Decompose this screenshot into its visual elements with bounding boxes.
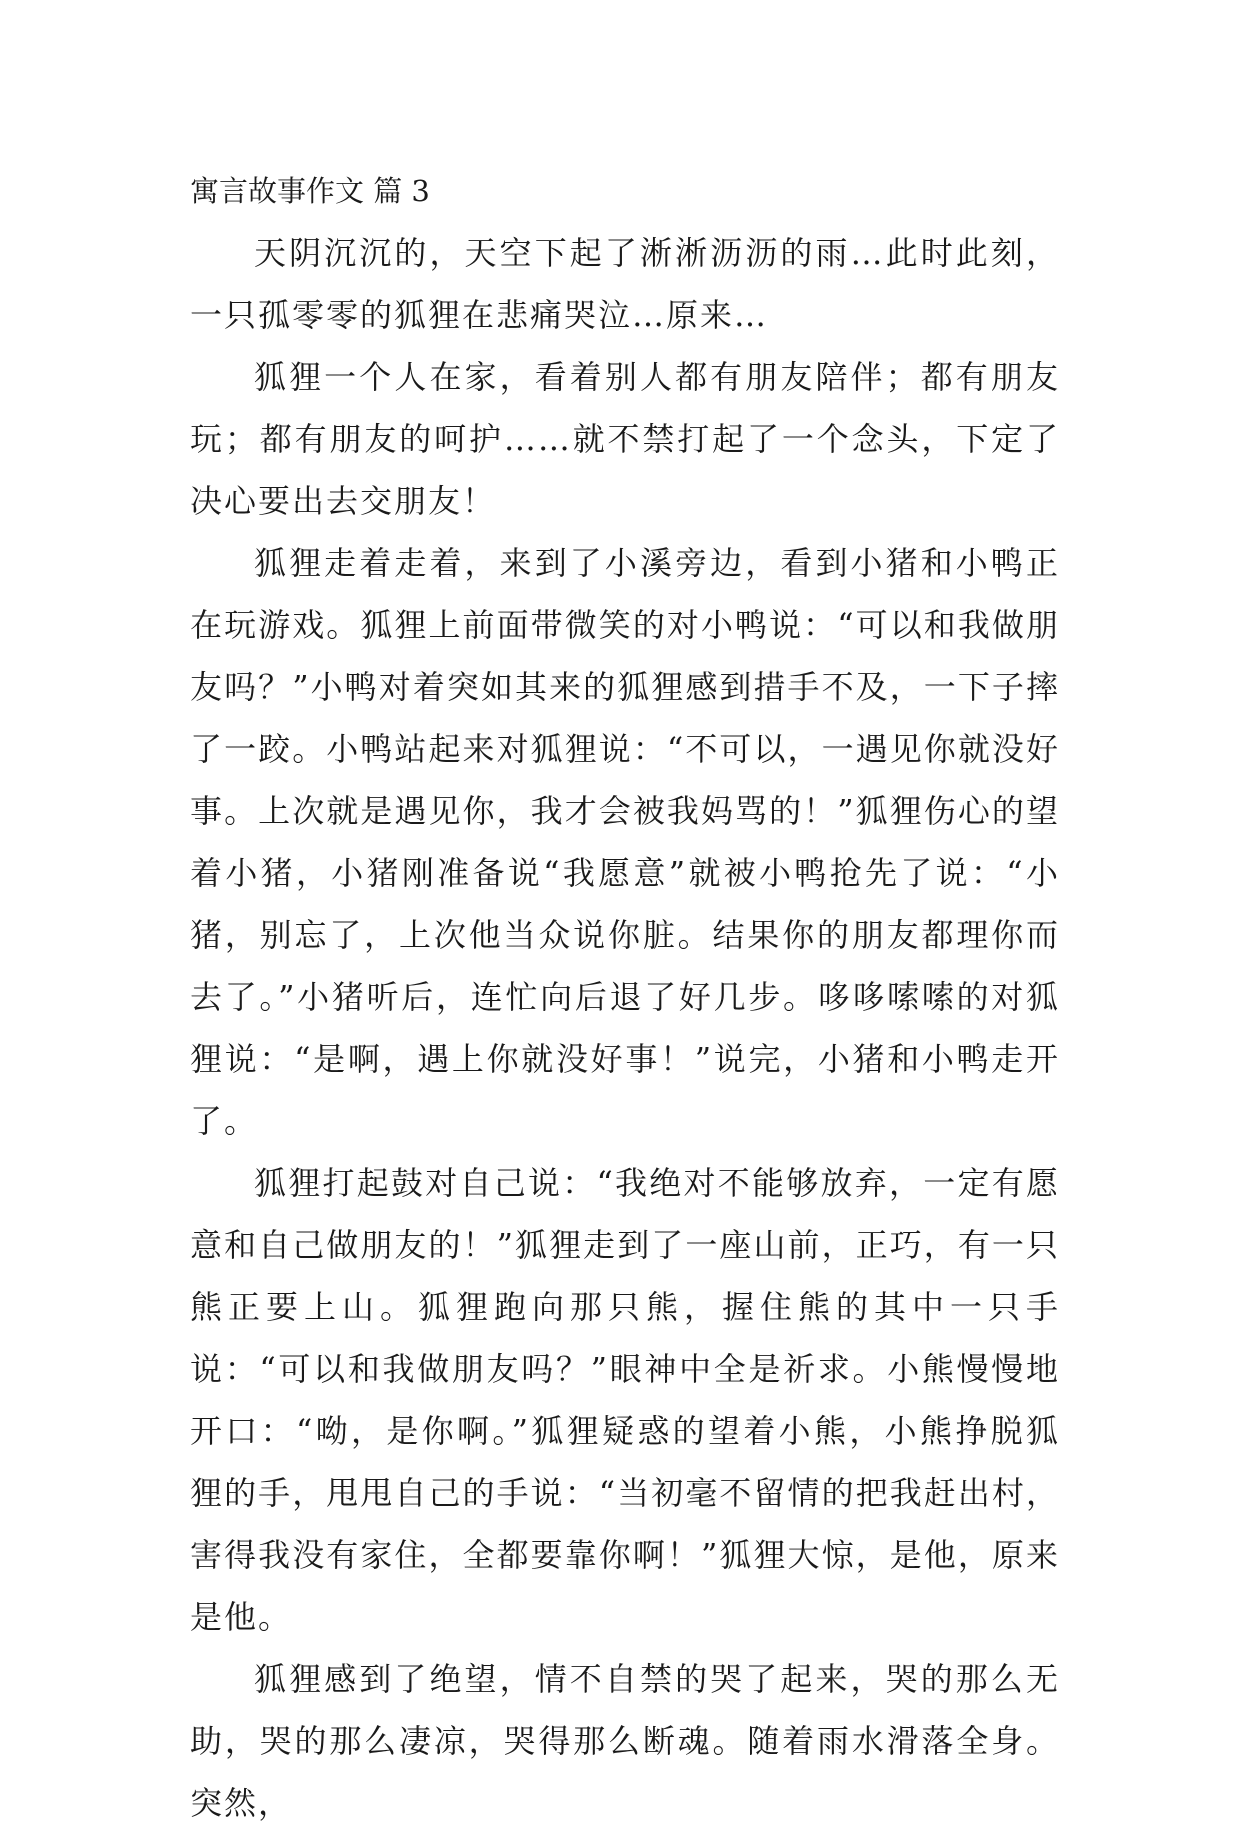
paragraph-5: 狐狸感到了绝望，情不自禁的哭了起来，哭的那么无助，哭的那么凄凉，哭得那么断魂。随着雨水滑落全身。突然， [190, 1660, 1060, 1822]
document-heading: 寓言故事作文 篇 3 [190, 174, 430, 208]
paragraph-4: 狐狸打起鼓对自己说：“我绝对不能够放弃，一定有愿意和自己做朋友的！”狐狸走到了一座山前，正巧，有一只熊正要上山。狐狸跑向那只熊，握住熊的其中一只手说：“可以和我做朋友吗？”眼神中全是祈求。小熊慢慢地开口：“呦，是你啊。”狐狸疑惑的望着小熊，小熊挣脱狐狸的手，甩甩自己的手说：“当初毫不留情的把我赶出村，害得我没有家住，全都要靠你啊！”狐狸大惊，是他，原来是他。 [190, 1164, 1060, 1636]
document-page [190, 160, 1060, 1834]
paragraph-2: 狐狸一个人在家，看着别人都有朋友陪伴；都有朋友玩；都有朋友的呵护……就不禁打起了一个念头，下定了决心要出去交朋友！ [190, 358, 1060, 520]
paragraph-3: 狐狸走着走着，来到了小溪旁边，看到小猪和小鸭正在玩游戏。狐狸上前面带微笑的对小鸭说：“可以和我做朋友吗？”小鸭对着突如其来的狐狸感到措手不及，一下子摔了一跤。小鸭站起来对狐狸说：“不可以，一遇见你就没好事。上次就是遇见你，我才会被我妈骂的！”狐狸伤心的望着小猪，小猪刚准备说“我愿意”就被小鸭抢先了说：“小猪，别忘了，上次他当众说你脏。结果你的朋友都理你而去了。”小猪听后，连忙向后退了好几步。哆哆嗦嗦的对狐狸说：“是啊，遇上你就没好事！”说完，小猪和小鸭走开了。 [190, 544, 1060, 1140]
paragraph-1: 天阴沉沉的，天空下起了淅淅沥沥的雨…此时此刻，一只孤零零的狐狸在悲痛哭泣…原来… [190, 234, 1060, 334]
